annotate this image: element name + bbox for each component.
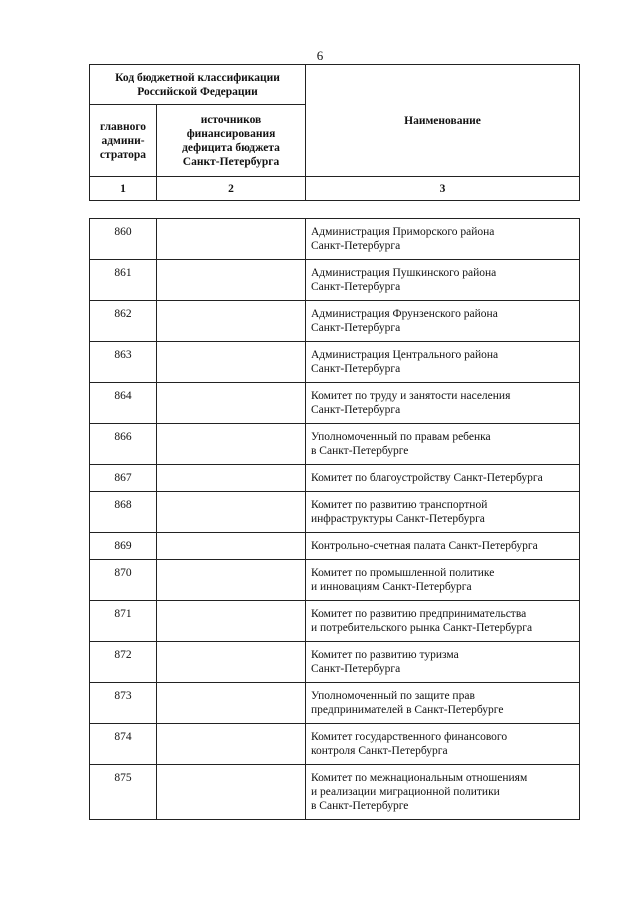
source-code-cell xyxy=(157,533,306,560)
name-line: Администрация Центрального района xyxy=(311,349,499,361)
header-admin-title: главного админи-стратора xyxy=(90,105,157,177)
table-row xyxy=(90,601,580,642)
name-line: Комитет по благоустройству Санкт-Петербурга xyxy=(311,472,543,484)
table-row xyxy=(90,765,580,820)
name-line: и инновациям Санкт-Петербурга xyxy=(311,581,472,593)
name-line: Администрация Фрунзенского района xyxy=(311,308,498,320)
name-cell xyxy=(306,683,580,724)
source-code-cell xyxy=(157,683,306,724)
table-row xyxy=(90,560,580,601)
name-line: инфраструктуры Санкт-Петербурга xyxy=(311,513,485,525)
admin-code-cell: 864 xyxy=(90,383,157,424)
name-cell xyxy=(306,301,580,342)
name-line: в Санкт-Петербурге xyxy=(311,445,409,457)
source-code-cell xyxy=(157,765,306,820)
table-row xyxy=(90,301,580,342)
name-line: Санкт-Петербурга xyxy=(311,322,401,334)
source-code-cell xyxy=(157,601,306,642)
name-line: в Санкт-Петербурге xyxy=(311,800,409,812)
name-line: Санкт-Петербурга xyxy=(311,404,401,416)
name-line: предпринимателей в Санкт-Петербурге xyxy=(311,704,504,716)
table-row xyxy=(90,342,580,383)
name-line: Комитет по развитию предпринимательства xyxy=(311,608,527,620)
admin-code-cell: 869 xyxy=(90,533,157,560)
name-cell xyxy=(306,492,580,533)
source-code-cell xyxy=(157,342,306,383)
name-line: Санкт-Петербурга xyxy=(311,363,401,375)
admin-code-cell: 860 xyxy=(90,219,157,260)
budget-code-table xyxy=(89,218,580,820)
header-group-title: Код бюджетной классификации Российской Федерации xyxy=(90,65,306,105)
page-number: 6 xyxy=(316,48,324,63)
admin-code-cell: 867 xyxy=(90,465,157,492)
table-row xyxy=(90,724,580,765)
name-line: Уполномоченный по правам ребенка xyxy=(311,431,491,443)
table-row xyxy=(90,492,580,533)
table-row xyxy=(90,683,580,724)
admin-code-cell: 861 xyxy=(90,260,157,301)
source-code-cell xyxy=(157,260,306,301)
source-code-cell xyxy=(157,301,306,342)
name-line: Комитет по развитию туризма xyxy=(311,649,459,661)
header-col-number-2: 2 xyxy=(157,177,306,201)
name-line: Санкт-Петербурга xyxy=(311,281,401,293)
name-line: Санкт-Петербурга xyxy=(311,240,401,252)
name-line: Контрольно-счетная палата Санкт-Петербурга xyxy=(311,540,538,552)
name-cell xyxy=(306,560,580,601)
header-source-title: источников финансирования дефицита бюджета Санкт-Петербурга xyxy=(157,105,306,177)
name-line: Комитет по труду и занятости населения xyxy=(311,390,511,402)
name-cell xyxy=(306,219,580,260)
header-col-number-3: 3 xyxy=(306,177,580,201)
source-code-cell xyxy=(157,560,306,601)
name-line: Комитет по промышленной политике xyxy=(311,567,495,579)
source-code-cell xyxy=(157,724,306,765)
name-line: Комитет по развитию транспортной xyxy=(311,499,488,511)
name-line: Администрация Приморского района xyxy=(311,226,495,238)
source-code-cell xyxy=(157,492,306,533)
admin-code-cell: 866 xyxy=(90,424,157,465)
admin-code-cell: 870 xyxy=(90,560,157,601)
admin-code-cell: 868 xyxy=(90,492,157,533)
table-row xyxy=(90,260,580,301)
admin-code-cell: 862 xyxy=(90,301,157,342)
table-row xyxy=(90,642,580,683)
source-code-cell xyxy=(157,219,306,260)
table-row xyxy=(90,383,580,424)
admin-code-cell: 874 xyxy=(90,724,157,765)
name-cell xyxy=(306,424,580,465)
source-code-cell xyxy=(157,642,306,683)
name-line: Комитет государственного финансового xyxy=(311,731,508,743)
name-line: контроля Санкт-Петербурга xyxy=(311,745,448,757)
name-cell xyxy=(306,342,580,383)
table-row xyxy=(90,465,580,492)
header-col-number-1: 1 xyxy=(90,177,157,201)
name-cell xyxy=(306,642,580,683)
name-cell xyxy=(306,533,580,560)
name-line: Администрация Пушкинского района xyxy=(311,267,497,279)
header-name-title: Наименование xyxy=(306,65,580,177)
name-cell xyxy=(306,765,580,820)
table-row xyxy=(90,533,580,560)
admin-code-cell: 871 xyxy=(90,601,157,642)
admin-code-cell: 863 xyxy=(90,342,157,383)
admin-code-cell: 872 xyxy=(90,642,157,683)
source-code-cell xyxy=(157,465,306,492)
name-line: Санкт-Петербурга xyxy=(311,663,401,675)
table-body xyxy=(90,219,580,820)
name-line: и потребительского рынка Санкт-Петербурга xyxy=(311,622,533,634)
name-cell xyxy=(306,383,580,424)
admin-code-cell: 875 xyxy=(90,765,157,820)
name-cell xyxy=(306,465,580,492)
name-line: и реализации миграционной политики xyxy=(311,786,500,798)
header-table xyxy=(89,64,580,201)
name-line: Комитет по межнациональным отношениям xyxy=(311,772,528,784)
source-code-cell xyxy=(157,383,306,424)
name-cell xyxy=(306,724,580,765)
name-cell xyxy=(306,601,580,642)
name-cell xyxy=(306,260,580,301)
name-line: Уполномоченный по защите прав xyxy=(311,690,475,702)
admin-code-cell: 873 xyxy=(90,683,157,724)
source-code-cell xyxy=(157,424,306,465)
table-row xyxy=(90,424,580,465)
table-row xyxy=(90,219,580,260)
